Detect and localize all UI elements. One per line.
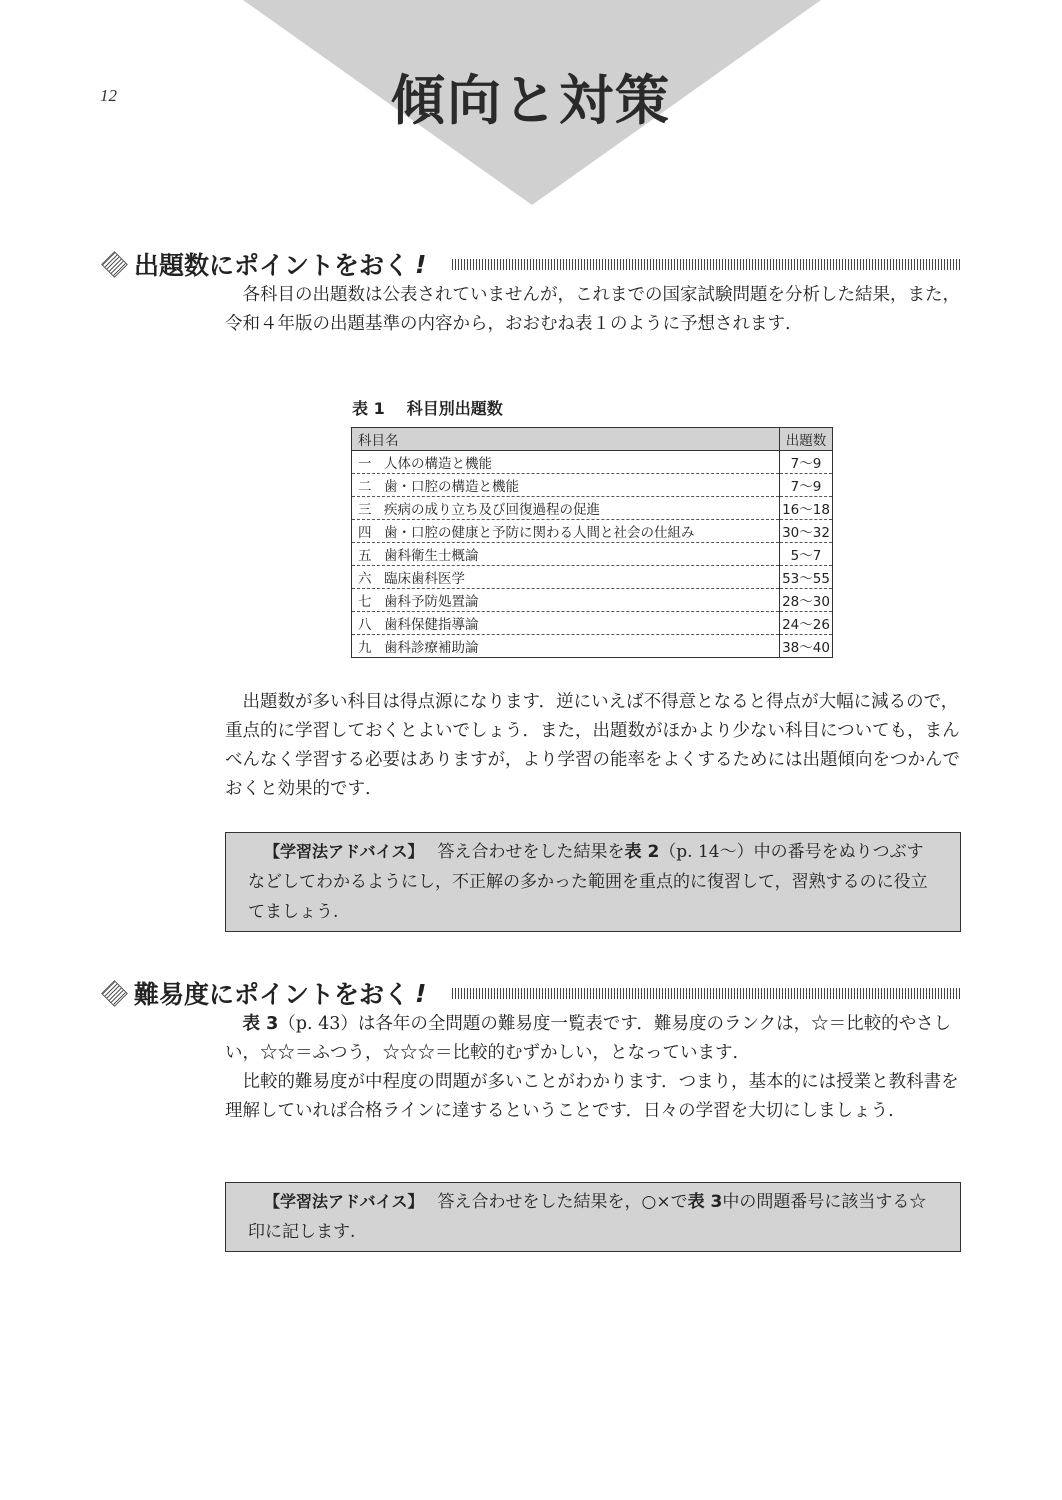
header-count: 出題数 bbox=[780, 428, 833, 451]
subject-name: 人体の構造と機能 bbox=[384, 456, 492, 472]
advice-text-pre: 答え合わせをした結果を bbox=[437, 842, 625, 862]
subject-cell bbox=[352, 497, 780, 520]
exclamation-mark: ! bbox=[415, 249, 427, 279]
heading-rule bbox=[452, 988, 960, 999]
subject-cell bbox=[352, 520, 780, 543]
table-row bbox=[352, 451, 833, 474]
table-row bbox=[352, 635, 833, 658]
row-number: 四 bbox=[358, 525, 372, 541]
row-number: 七 bbox=[358, 594, 372, 610]
count-cell: 30～32 bbox=[780, 520, 833, 543]
section1-body bbox=[225, 688, 960, 804]
table1-title: 科目別出題数 bbox=[406, 399, 503, 418]
table3-reference: 表 3 bbox=[242, 1014, 279, 1034]
table-row bbox=[352, 612, 833, 635]
subject-cell bbox=[352, 543, 780, 566]
study-advice-box-2 bbox=[225, 1182, 961, 1252]
page-title: 傾向と対策 bbox=[391, 69, 671, 132]
heading-rule bbox=[452, 259, 960, 270]
table-row bbox=[352, 474, 833, 497]
count-cell: 7～9 bbox=[780, 451, 833, 474]
section1-intro bbox=[225, 281, 960, 339]
subject-cell bbox=[352, 451, 780, 474]
subject-name: 歯科保健指導論 bbox=[384, 617, 479, 633]
subject-name: 歯・口腔の健康と予防に関わる人間と社会の仕組み bbox=[384, 525, 695, 541]
section2-body bbox=[225, 1010, 960, 1126]
row-number: 三 bbox=[358, 502, 372, 518]
table3-reference: 表 3 bbox=[687, 1192, 723, 1212]
advice-label: 【学習法アドバイス】 bbox=[264, 1192, 424, 1211]
row-number: 二 bbox=[358, 479, 372, 495]
row-number: 五 bbox=[358, 548, 372, 564]
row-number: 一 bbox=[358, 456, 372, 472]
subject-cell bbox=[352, 566, 780, 589]
advice-text-pre: 答え合わせをした結果を，○×で bbox=[437, 1192, 688, 1212]
table1-label: 表 1 bbox=[352, 399, 385, 418]
count-cell: 28～30 bbox=[780, 589, 833, 612]
advice-text-post: 中の問題番号に該当する☆印に記します. bbox=[248, 1192, 927, 1242]
difficulty-paragraph-2: 比較的難易度が中程度の問題が多いことがわかります．つまり，基本的には授業と教科書を理解していれば合格ラインに達するということです．日々の学習を大切にしましょう. bbox=[225, 1072, 959, 1121]
body-paragraph: 出題数が多い科目は得点源になります．逆にいえば不得意となると得点が大幅に減るので，重点的に学習しておくとよいでしょう．また，出題数がほかより少ない科目についても，まんべんなく学習する必要はありますが，より学習の能率をよくするためには出題傾向をつかんでおくと効果的です. bbox=[225, 692, 960, 799]
count-cell: 24～26 bbox=[780, 612, 833, 635]
page-number: 12 bbox=[100, 86, 117, 105]
intro-paragraph: 各科目の出題数は公表されていませんが，これまでの国家試験問題を分析した結果，また，令和４年版の出題基準の内容から，おおむね表１のように予想されます. bbox=[225, 285, 960, 334]
subject-cell bbox=[352, 474, 780, 497]
subject-name: 歯・口腔の構造と機能 bbox=[384, 479, 519, 495]
table-row bbox=[352, 566, 833, 589]
row-number: 六 bbox=[358, 571, 372, 587]
table1-caption bbox=[352, 396, 503, 419]
header-subject: 科目名 bbox=[352, 428, 780, 451]
subject-name: 歯科予防処置論 bbox=[384, 594, 479, 610]
section-heading-question-count bbox=[100, 248, 960, 280]
subject-name: 臨床歯科医学 bbox=[384, 571, 465, 587]
subject-cell bbox=[352, 612, 780, 635]
table-row bbox=[352, 497, 833, 520]
table-row bbox=[352, 520, 833, 543]
subject-name: 歯科衛生士概論 bbox=[384, 548, 479, 564]
advice-text-post: （p. 14～）中の番号をぬりつぶすなどしてわかるようにし，不正解の多かった範囲を重点的に復習して，習熟するのに役立てましょう. bbox=[248, 842, 928, 922]
table-header-row bbox=[352, 428, 833, 451]
subject-cell bbox=[352, 589, 780, 612]
count-cell: 16～18 bbox=[780, 497, 833, 520]
subject-name: 疾病の成り立ち及び回復過程の促進 bbox=[384, 502, 600, 518]
subject-question-table bbox=[351, 427, 833, 658]
section-heading-text: 出題数にポイントをおく bbox=[134, 251, 410, 280]
table-row bbox=[352, 589, 833, 612]
count-cell: 38～40 bbox=[780, 635, 833, 658]
count-cell: 53～55 bbox=[780, 566, 833, 589]
subject-cell bbox=[352, 635, 780, 658]
table2-reference: 表 2 bbox=[624, 842, 660, 862]
section-heading-difficulty bbox=[100, 977, 960, 1009]
table-row bbox=[352, 543, 833, 566]
count-cell: 5～7 bbox=[780, 543, 833, 566]
diamond-bullet-icon bbox=[101, 980, 128, 1007]
difficulty-paragraph-1 bbox=[225, 1010, 960, 1068]
subject-name: 歯科診療補助論 bbox=[384, 640, 479, 656]
row-number: 九 bbox=[358, 640, 372, 656]
count-cell: 7～9 bbox=[780, 474, 833, 497]
row-number: 八 bbox=[358, 617, 372, 633]
difficulty-text: （p. 43）は各年の全問題の難易度一覧表です．難易度のランクは，☆＝比較的やさしい，☆☆＝ふつう，☆☆☆＝比較的むずかしい，となっています. bbox=[225, 1014, 952, 1063]
section-heading-text: 難易度にポイントをおく bbox=[134, 980, 410, 1009]
diamond-bullet-icon bbox=[101, 251, 128, 278]
advice-label: 【学習法アドバイス】 bbox=[264, 842, 424, 861]
study-advice-box-1 bbox=[225, 832, 961, 932]
exclamation-mark: ! bbox=[415, 978, 427, 1008]
